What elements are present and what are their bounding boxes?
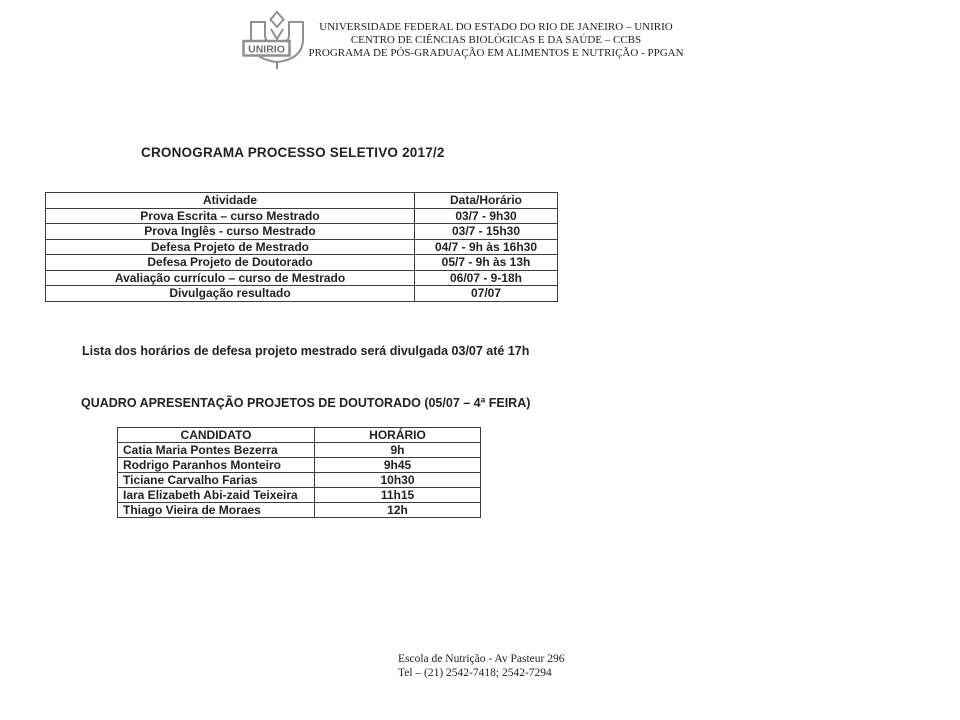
table-row — [46, 270, 558, 286]
table-row — [46, 208, 558, 224]
table-header-cell: Data/Horário — [415, 193, 558, 209]
footer-address: Escola de Nutrição - Av Pasteur 296 — [398, 653, 565, 665]
footer-phone: Tel – (21) 2542-7418; 2542-7294 — [398, 666, 552, 679]
table-cell: Thiago Vieira de Moraes — [118, 503, 315, 518]
table-cell: Iara Elizabeth Abi-zaid Teixeira — [118, 488, 315, 503]
footer — [398, 653, 565, 680]
table-header-cell: Atividade — [46, 193, 415, 209]
table-cell: Prova Inglês - curso Mestrado — [46, 224, 415, 240]
table-cell: Prova Escrita – curso Mestrado — [46, 208, 415, 224]
table-row — [118, 503, 481, 518]
document-title: CRONOGRAMA PROCESSO SELETIVO 2017/2 — [141, 145, 445, 160]
header-line-center: CENTRO DE CIÊNCIAS BIOLÓGICAS E DA SAÚDE – CCBS — [350, 34, 642, 46]
table-cell: 04/7 - 9h às 16h30 — [415, 239, 558, 255]
table-cell: 11h15 — [315, 488, 481, 503]
header-line-program: PROGRAMA DE PÓS-GRADUAÇÃO EM ALIMENTOS E NUTRIÇÃO - PPGAN — [308, 47, 684, 59]
table-header-cell: CANDIDATO — [118, 428, 315, 443]
table-cell: 12h — [315, 503, 481, 518]
table-row — [46, 286, 558, 302]
table-cell: Ticiane Carvalho Farias — [118, 473, 315, 488]
header-line-university: UNIVERSIDADE FEDERAL DO ESTADO DO RIO DE JANEIRO – UNIRIO — [319, 21, 673, 33]
university-header — [300, 21, 692, 60]
table-row — [46, 239, 558, 255]
table-header-cell: HORÁRIO — [315, 428, 481, 443]
table-cell: 03/7 - 9h30 — [415, 208, 558, 224]
table-cell: 9h45 — [315, 458, 481, 473]
table-cell: 10h30 — [315, 473, 481, 488]
table-cell: 07/07 — [415, 286, 558, 302]
table-cell: 9h — [315, 443, 481, 458]
table-row — [118, 473, 481, 488]
table-row — [118, 443, 481, 458]
table-cell: 05/7 - 9h às 13h — [415, 255, 558, 271]
logo-wordmark: UNIRIO — [248, 43, 285, 56]
doctorate-heading: QUADRO APRESENTAÇÃO PROJETOS DE DOUTORADO (05/07 – 4ª FEIRA) — [81, 396, 531, 410]
table-cell: Divulgação resultado — [46, 286, 415, 302]
defense-schedule-note: Lista dos horários de defesa projeto mestrado será divulgada 03/07 até 17h — [82, 344, 530, 358]
candidates-table — [117, 427, 481, 518]
schedule-table — [45, 192, 558, 302]
table-header-row — [118, 428, 481, 443]
table-cell: Rodrigo Paranhos Monteiro — [118, 458, 315, 473]
table-row — [46, 224, 558, 240]
table-cell: Defesa Projeto de Doutorado — [46, 255, 415, 271]
table-row — [118, 458, 481, 473]
table-row — [46, 255, 558, 271]
table-header-row — [46, 193, 558, 209]
table-cell: 03/7 - 15h30 — [415, 224, 558, 240]
table-cell: Catia Maria Pontes Bezerra — [118, 443, 315, 458]
table-cell: Avaliação currículo – curso de Mestrado — [46, 270, 415, 286]
table-cell: 06/07 - 9-18h — [415, 270, 558, 286]
table-cell: Defesa Projeto de Mestrado — [46, 239, 415, 255]
table-row — [118, 488, 481, 503]
